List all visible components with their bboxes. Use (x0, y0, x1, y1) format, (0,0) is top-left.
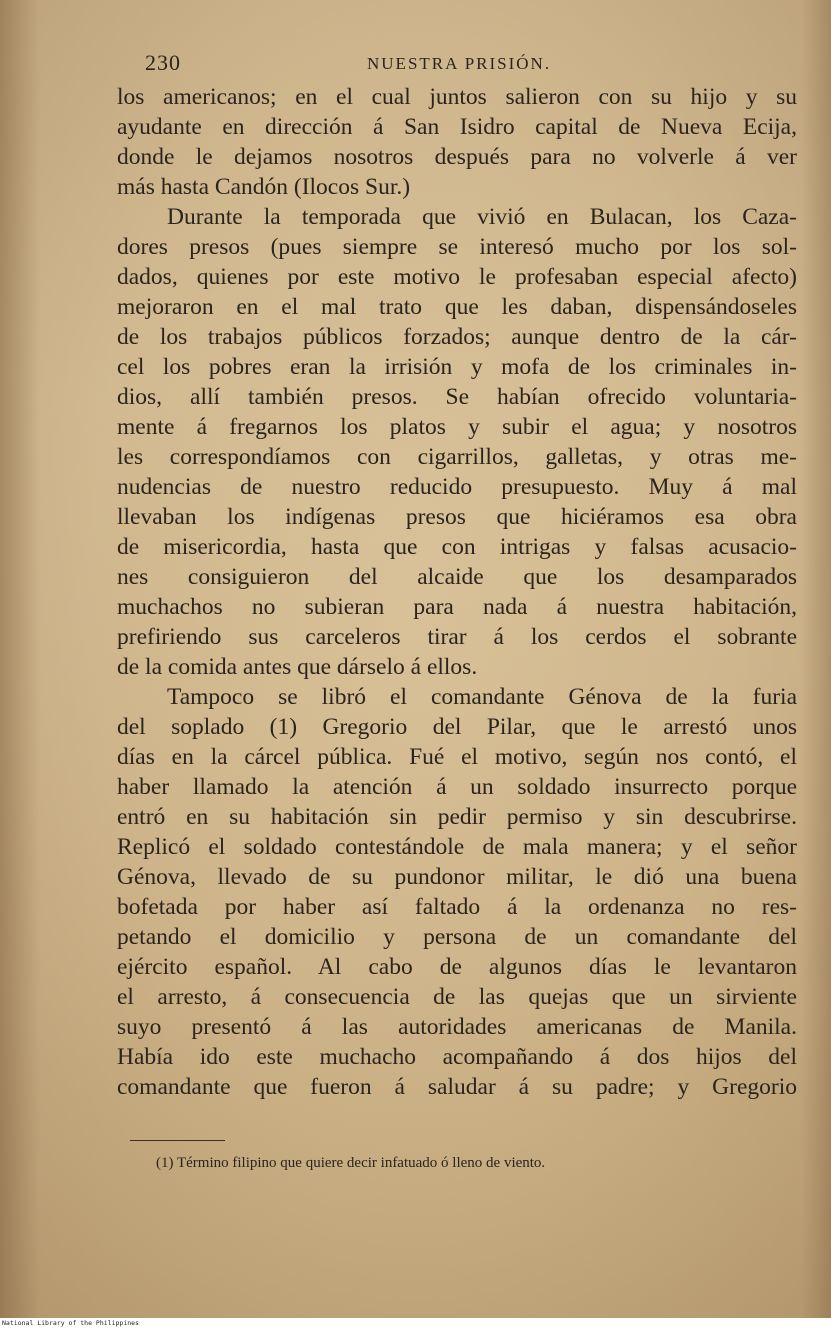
text-line: muchachos no subieran para nada á nuestra habitación, (117, 594, 797, 620)
text-line: cel los pobres eran la irrisión y mofa de los criminales in- (117, 354, 797, 380)
text-line: los americanos; en el cual juntos salieron con su hijo y su (117, 84, 797, 110)
text-line: Tampoco se libró el comandante Génova de la furia (167, 684, 797, 710)
running-head: NUESTRA PRISIÓN. (367, 54, 552, 73)
text-line: haber llamado la atención á un soldado insurrecto porque (117, 774, 797, 800)
text-line: mente á fregarnos los platos y subir el agua; y nosotros (117, 414, 797, 440)
text-line: petando el domicilio y persona de un comandante del (117, 924, 797, 950)
text-line: Durante la temporada que vivió en Bulacan, los Caza- (167, 204, 797, 230)
text-line: del soplado (1) Gregorio del Pilar, que le arrestó unos (117, 714, 797, 740)
text-line: el arresto, á consecuencia de las quejas que un sirviente (117, 984, 797, 1010)
text-line: nes consiguieron del alcaide que los desamparados (117, 564, 797, 590)
text-line: Había ido este muchacho acompañando á dos hijos del (117, 1044, 797, 1070)
text-line: ejército español. Al cabo de algunos días le levantaron (117, 954, 797, 980)
text-line: comandante que fueron á saludar á su padre; y Gregorio (117, 1074, 797, 1100)
footer-credit: National Library of the Philippines (2, 1319, 139, 1327)
text-line: dios, allí también presos. Se habían ofrecido voluntaria- (117, 384, 797, 410)
text-line: llevaban los indígenas presos que hiciéramos esa obra (117, 504, 797, 530)
page-header (145, 50, 795, 80)
text-line: de los trabajos públicos forzados; aunque dentro de la cár- (117, 324, 797, 350)
text-line: dados, quienes por este motivo le profesaban especial afecto) (117, 264, 797, 290)
text-line: de la comida antes que dárselo á ellos. (117, 654, 478, 680)
text-line: entró en su habitación sin pedir permiso y sin descubrirse. (117, 804, 797, 830)
text-line: les correspondíamos con cigarrillos, galletas, y otras me- (117, 444, 797, 470)
text-line: días en la cárcel pública. Fué el motivo, según nos contó, el (117, 744, 797, 770)
text-line: donde le dejamos nosotros después para no volverle á ver (117, 144, 797, 170)
text-line: prefiriendo sus carceleros tirar á los cerdos el sobrante (117, 624, 797, 650)
text-line: ayudante en dirección á San Isidro capital de Nueva Ecija, (117, 114, 797, 140)
text-line: suyo presentó á las autoridades americanas de Manila. (117, 1014, 797, 1040)
text-line: más hasta Candón (Ilocos Sur.) (117, 174, 411, 200)
text-line: dores presos (pues siempre se interesó mucho por los sol- (117, 234, 797, 260)
text-line: mejoraron en el mal trato que les daban, dispensándoseles (117, 294, 797, 320)
footnote: (1) Término filipino que quiere decir infatuado ó lleno de viento. (156, 1155, 546, 1171)
text-line: Replicó el soldado contestándole de mala manera; y el señor (117, 834, 797, 860)
text-line: bofetada por haber así faltado á la ordenanza no res- (117, 894, 797, 920)
body-text (117, 82, 797, 1102)
text-line: Génova, llevado de su pundonor militar, le dió una buena (117, 864, 797, 890)
page-number: 230 (145, 50, 181, 75)
text-line: nudencias de nuestro reducido presupuesto. Muy á mal (117, 474, 797, 500)
text-line: de misericordia, hasta que con intrigas y falsas acusacio- (117, 534, 797, 560)
footnote-divider (130, 1140, 225, 1141)
